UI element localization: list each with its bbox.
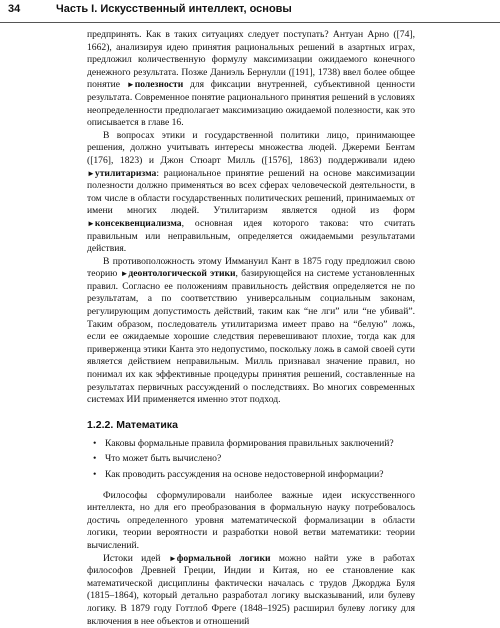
page-body xyxy=(87,29,415,628)
term-arrow-icon: ► xyxy=(168,553,177,563)
paragraph-2-text-a: В вопросах этики и государственной политики лицо, принимающее решения, должно учитывать интересы множества людей. Джереми Бентам ([176], 1823) и Джон Стюарт Милль ([1576], 1863) поддерживали идею xyxy=(87,129,415,166)
running-title: Часть I. Искусственный интеллект, основы xyxy=(56,3,292,15)
page-number: 34 xyxy=(8,3,21,15)
list-item: • Что может быть вычислено? xyxy=(105,453,415,466)
paragraph-1-text: предпринять. Как в таких ситуациях следует поступать? Антуан Арно ([74], 1662), анализируя идею принятия рациональных решений в азартных играх, предложил количественную формулу максимизации ожидаемого конечного денежного результата. Позже Даниэль Бернулли ([191], 1738) ввел более общее понятие xyxy=(87,29,415,91)
term-arrow-icon: ► xyxy=(87,168,95,178)
term-consequentialism: консеквенциализма xyxy=(94,217,182,229)
term-arrow-icon: ► xyxy=(120,269,129,279)
paragraph-5 xyxy=(87,553,415,628)
list-item: • Каковы формальные правила формирования правильных заключений? xyxy=(105,438,415,451)
paragraph-4: Философы сформулировали наиболее важные идеи искусственного интеллекта, но для его преобразования в формальную науку потребовалось достичь определенного уровня математической формализации в области логики, теории вероятности и разработки новой ветви математики: теории вычислений. xyxy=(87,489,415,551)
list-item: • Как проводить рассуждения на основе недостоверной информации? xyxy=(105,469,415,482)
term-utility: полезности xyxy=(134,79,184,91)
paragraph-3-text-b: , базирующейся на системе установленных правил. Согласно ее положениям правильность действия определяется не по результатам, а по соответствию универсальным социальным законам, регулирующим допустимость действий, таким как “не лги” или “не убивай”. Таким образом, последователь утилитаризма имеет право на “белую” ложь, если ее ожидаемые хорошие следствия перевешивают плохие, тогда как для приверженца этики Канта это недопустимо, поскольку ложь в самой своей сути является действием неправильным. Милль признавал значение правил, но понимал их как эффективные процедуры принятия решений, составленные на результатах первичных рассуждений о последствиях. Во многих современных системах ИИ применяется именно этот подход. xyxy=(87,268,415,406)
term-arrow-icon: ► xyxy=(126,80,135,90)
term-formal-logic: формальной логики xyxy=(176,552,271,564)
paragraph-5-text-b: можно найти уже в работах философов Древней Греции, Индии и Китая, но ее становление как математической дисциплины фактически началась с трудов Джорджа Буля (1815–1864), который детально разработал логику высказываний, или булеву логику. В 1879 году Готтлоб Фреге (1848–1925) расширил булеву логику для включения в нее объектов и отношений xyxy=(87,552,415,627)
paragraph-5-text-a: Истоки идей xyxy=(103,552,161,564)
paragraph-2-text-b: : рациональное принятие решений на основе максимизации полезности должно применяться во всех сферах человеческой деятельности, в том числе в области государственных политических решений, принимаемых от имени многих людей. Утилитаризм является одной из форм xyxy=(87,167,415,217)
term-deontological-ethics: деонтологической этики xyxy=(128,268,236,280)
term-utilitarianism: утилитаризма xyxy=(94,167,157,179)
paragraph-1-rest: для фиксации внутренней, субъективной ценности результата. Современное понятие рационального принятия решений в условиях неопределенности предполагает максимизацию ожидаемой полезности, как это описывается в главе 16. xyxy=(87,79,415,129)
page-header xyxy=(0,0,500,23)
question-list xyxy=(87,438,415,482)
paragraph-3 xyxy=(87,256,415,407)
paragraph-3-text-a: В противоположность этому Иммануил Кант в 1875 году предложил свою теорию xyxy=(87,255,415,280)
paragraph-2 xyxy=(87,130,415,256)
paragraph-1 xyxy=(87,29,415,130)
term-arrow-icon: ► xyxy=(87,218,95,228)
section-heading: 1.2.2. Математика xyxy=(87,418,178,431)
paragraph-2-text-c: , основная идея которого такова: что считать правильным или неправильным, определяется ожидаемыми результатами действия. xyxy=(87,217,415,255)
